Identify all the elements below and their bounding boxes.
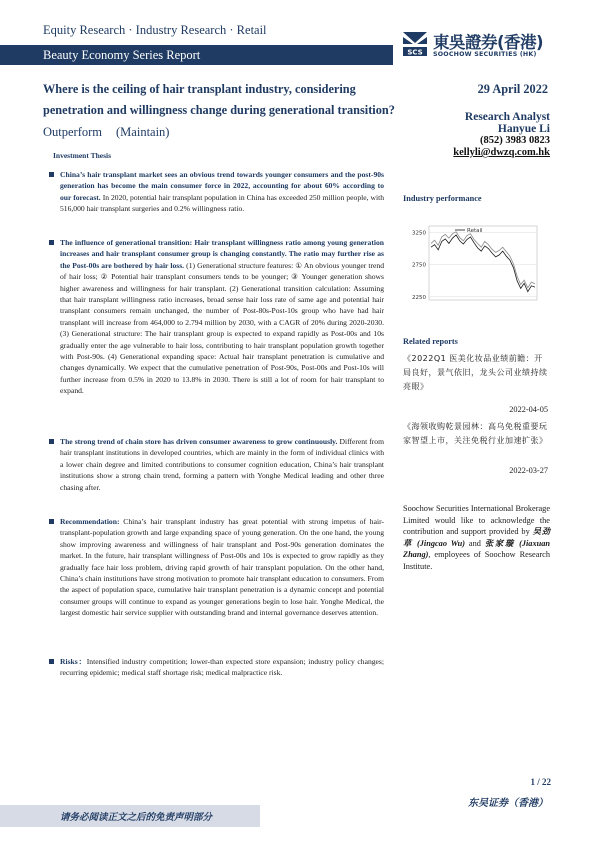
related-reports-label: Related reports [403, 337, 458, 346]
analyst-phone: (852) 3983 0823 [480, 135, 550, 146]
series-banner [0, 45, 393, 65]
report-title-line2: penetration and willingness change during generational transition? [43, 103, 395, 117]
bullet-body: In 2020, potential hair transplant population in China has exceeded 250 million people, with 516,000 hair transplant surgeries and 0.2% willingness ratio. [60, 192, 384, 214]
rating-status: (Maintain) [116, 125, 170, 139]
footer-brand: 东吴证券（香港） [468, 798, 548, 809]
ack-name-2: 张家璇 (Jiaxuan Zhang) [403, 538, 550, 559]
category-text: Equity Research · Industry Research · Retail [43, 23, 267, 37]
chart-y-tick-label: 2750 [412, 262, 426, 269]
industry-performance-chart [403, 220, 553, 308]
ack-name-1: 吴劲草 (Jingcao Wu) [403, 527, 550, 548]
bullet-body: Different from hair transplant institutions in developed countries, which are mainly in the form of individual clinics with a lower chain degree and limited contributions to consumer cognition education, China’s hair transplant institutions show a strong chain trend, forming a pattern with Yonghe Medical leading and other three chasing after. [60, 437, 385, 492]
analyst-name: Hanyue Li [497, 123, 550, 135]
bullet-key: The influence of generational transition: Hair transplant willingness ratio among young generation increases and hair transplant consumer group is changing constantly. The ratio may further rise as the Post-00s are bothered by hair loss. [60, 238, 384, 270]
chart-series-line-1 [431, 235, 535, 292]
related-report-2-date: 2022-03-27 [509, 466, 548, 475]
analyst-email[interactable]: kellyli@dwzq.com.hk [453, 147, 550, 158]
related-report-1[interactable]: 《2022Q1 医美化妆品业绩前瞻：开局良好，景气依旧，龙头公司业绩持续亮眼》 [403, 354, 548, 391]
analyst-role: Research Analyst [464, 111, 550, 123]
logo-english-name: SOOCHOW SECURITIES (HK) [433, 51, 537, 58]
series-title: Beauty Economy Series Report [43, 48, 201, 62]
ack-text-c: , employees of Soochow Research Institute. [403, 550, 550, 571]
acknowledgement [403, 503, 550, 572]
bullet-body: China’s hair transplant industry has great potential with strong impetus of hair-transplant-population growth and large expanding space of young generation. On the one hand, the young show improving awareness and willingness of hair transplant and Post-90s generation dominates the market. In the future, hair transplant willingness of Post-00s and 10s is expected to grow rapidly as they gradually face hair loss problem, driving rapid growth of hair transplant population. On the other hand, China’s chain institutions have strong motivation to promote hair transplant education to consumers. From the aspect of population space, cumulative hair transplant penetration is a dynamic concept and potential consumer groups will continue to expand as younger generations begin to lose hair. Yonghe Medical, the largest domestic hair service supplier with outstanding brand and internal governance deserves attention. [60, 517, 384, 618]
thesis-bullet-1 [49, 169, 384, 215]
chart-y-tick-label: 3250 [412, 230, 426, 237]
bullet-body: (1) Generational structure features: ① An obvious younger trend of hair loss; ② Potential hair transplant consumers tends to be younger; ③ Younger generation shows higher awareness and willingness for hair transplant. (2) Generational transition calculation: Assuming that hair transplant willingness ratio increases, broad sense hair loss rate of same age and potential hair transplant consumers remain unchanged, the number of Post-80s-Post-10s group who have had hair transplant will increase from 464,000 to 2.794 million by 2030, with a CAGR of 20% during 2020-2030. (3) Generational structure: The hair transplant group is expected to expand rapidly as Post-00s and 10s gradually enter the age vulnerable to hair loss, contributing to hair transplant population growth together with Post-90s. (4) Generational expanding space: Actual hair transplant penetration is cumulative and changes dynamically. We expect that the cumulative penetration of Post-90s, Post-00s and Post-10s will further increase from 0.5% in 2020 to 13.8% in 2030. There is still a lot of room for hair transplant to expand. [60, 260, 384, 396]
bullet-square-icon [49, 519, 54, 524]
related-report-2[interactable]: 《海领收购乾景园林：高乌免税重要玩家智望上市，关注免税行业加速扩张》 [403, 422, 548, 445]
logo-mark-icon [400, 29, 430, 59]
page-number: 1 / 22 [530, 777, 551, 787]
bullet-key: Risks： [60, 657, 87, 666]
thesis-bullet-3 [49, 436, 384, 493]
bullet-key: China’s hair transplant market sees an obvious trend towards younger consumers and the post-90s generation has become the main consumer force in 2022, accounting for about 60% according to our forecast. [60, 170, 384, 202]
disclaimer-text: 请务必阅读正文之后的免责声明部分 [60, 812, 213, 823]
bullet-square-icon [49, 659, 54, 664]
bullet-body: Intensified industry competition; lower-than expected store expansion; industry policy changes; recurring epidemic; medical staff shortage risk; medical malpractice risk. [60, 657, 384, 678]
analyst-info [453, 111, 550, 159]
bullet-square-icon [49, 240, 54, 245]
thesis-bullet-5 [49, 656, 384, 679]
ack-text-a: Soochow Securities International Brokerage Limited would like to acknowledge the contribution and support provided by [403, 504, 550, 536]
bullet-square-icon [49, 172, 54, 177]
disclaimer-banner [0, 805, 260, 827]
bullet-key: The strong trend of chain store has driven consumer awareness to grow continuously. [60, 437, 338, 446]
rating-value: Outperform [43, 125, 103, 139]
logo-chinese-name: 東吳證券(香港) [433, 33, 544, 52]
chart-legend-label: Retail [467, 228, 483, 234]
thesis-bullet-2 [49, 237, 384, 397]
chart-y-tick-label: 2250 [412, 294, 426, 301]
report-date: 29 April 2022 [477, 82, 548, 96]
investment-thesis-label: Investment Thesis [53, 151, 111, 160]
industry-performance-label: Industry performance [403, 194, 482, 203]
chart-svg [403, 220, 553, 308]
report-title-line1: Where is the ceiling of hair transplant industry, considering [43, 82, 356, 96]
svg-text:SCS: SCS [407, 48, 423, 57]
ack-text-b: and [465, 538, 485, 548]
bullet-key: Recommendation: [60, 517, 120, 526]
related-report-1-date: 2022-04-05 [509, 405, 548, 414]
report-category-line [0, 20, 390, 42]
thesis-bullet-4 [49, 516, 384, 619]
rating [43, 125, 169, 140]
bullet-square-icon [49, 439, 54, 444]
company-logo [400, 29, 560, 61]
